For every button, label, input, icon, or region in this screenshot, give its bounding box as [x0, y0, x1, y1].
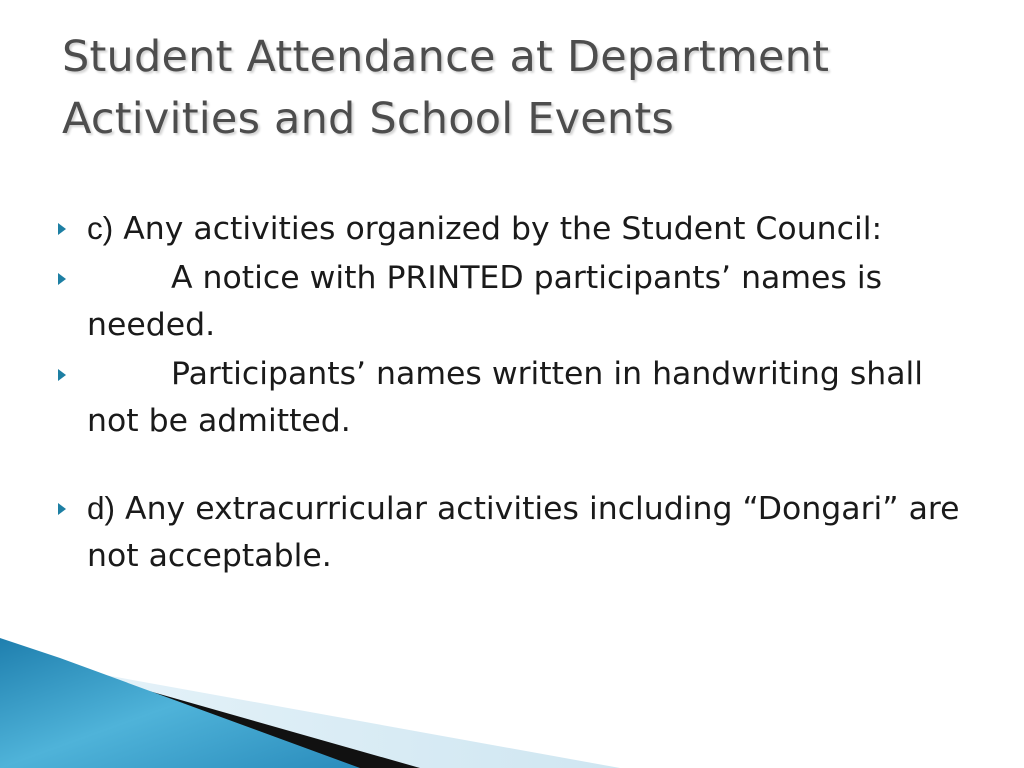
bullet-label: d) — [87, 490, 116, 526]
title-line-2: Activities and School Events — [62, 94, 675, 144]
bullet-label: c) — [87, 210, 114, 246]
decorative-corner-swoosh — [0, 638, 620, 768]
triangle-right-icon — [58, 223, 66, 235]
triangle-right-icon — [58, 503, 66, 515]
corner-blue-band — [0, 638, 360, 768]
bullet-text: Any extracurricular activities including “Dongari” are not acceptable. — [87, 491, 960, 574]
bullet-item-notice — [56, 255, 976, 349]
bullet-item-c — [56, 205, 976, 253]
title-line-1: Student Attendance at Department — [62, 32, 830, 82]
triangle-right-icon — [58, 369, 66, 381]
triangle-right-icon — [58, 273, 66, 285]
bullet-list — [56, 205, 976, 582]
bullet-text: Any activities organized by the Student Council: — [113, 211, 883, 247]
bullet-item-handwriting — [56, 351, 976, 445]
bullet-item-d — [56, 485, 976, 580]
slide-title — [62, 26, 982, 150]
bullet-text: A notice with PRINTED participants’ names is needed. — [87, 260, 882, 343]
bullet-text: Participants’ names written in handwriting shall not be admitted. — [87, 356, 924, 439]
